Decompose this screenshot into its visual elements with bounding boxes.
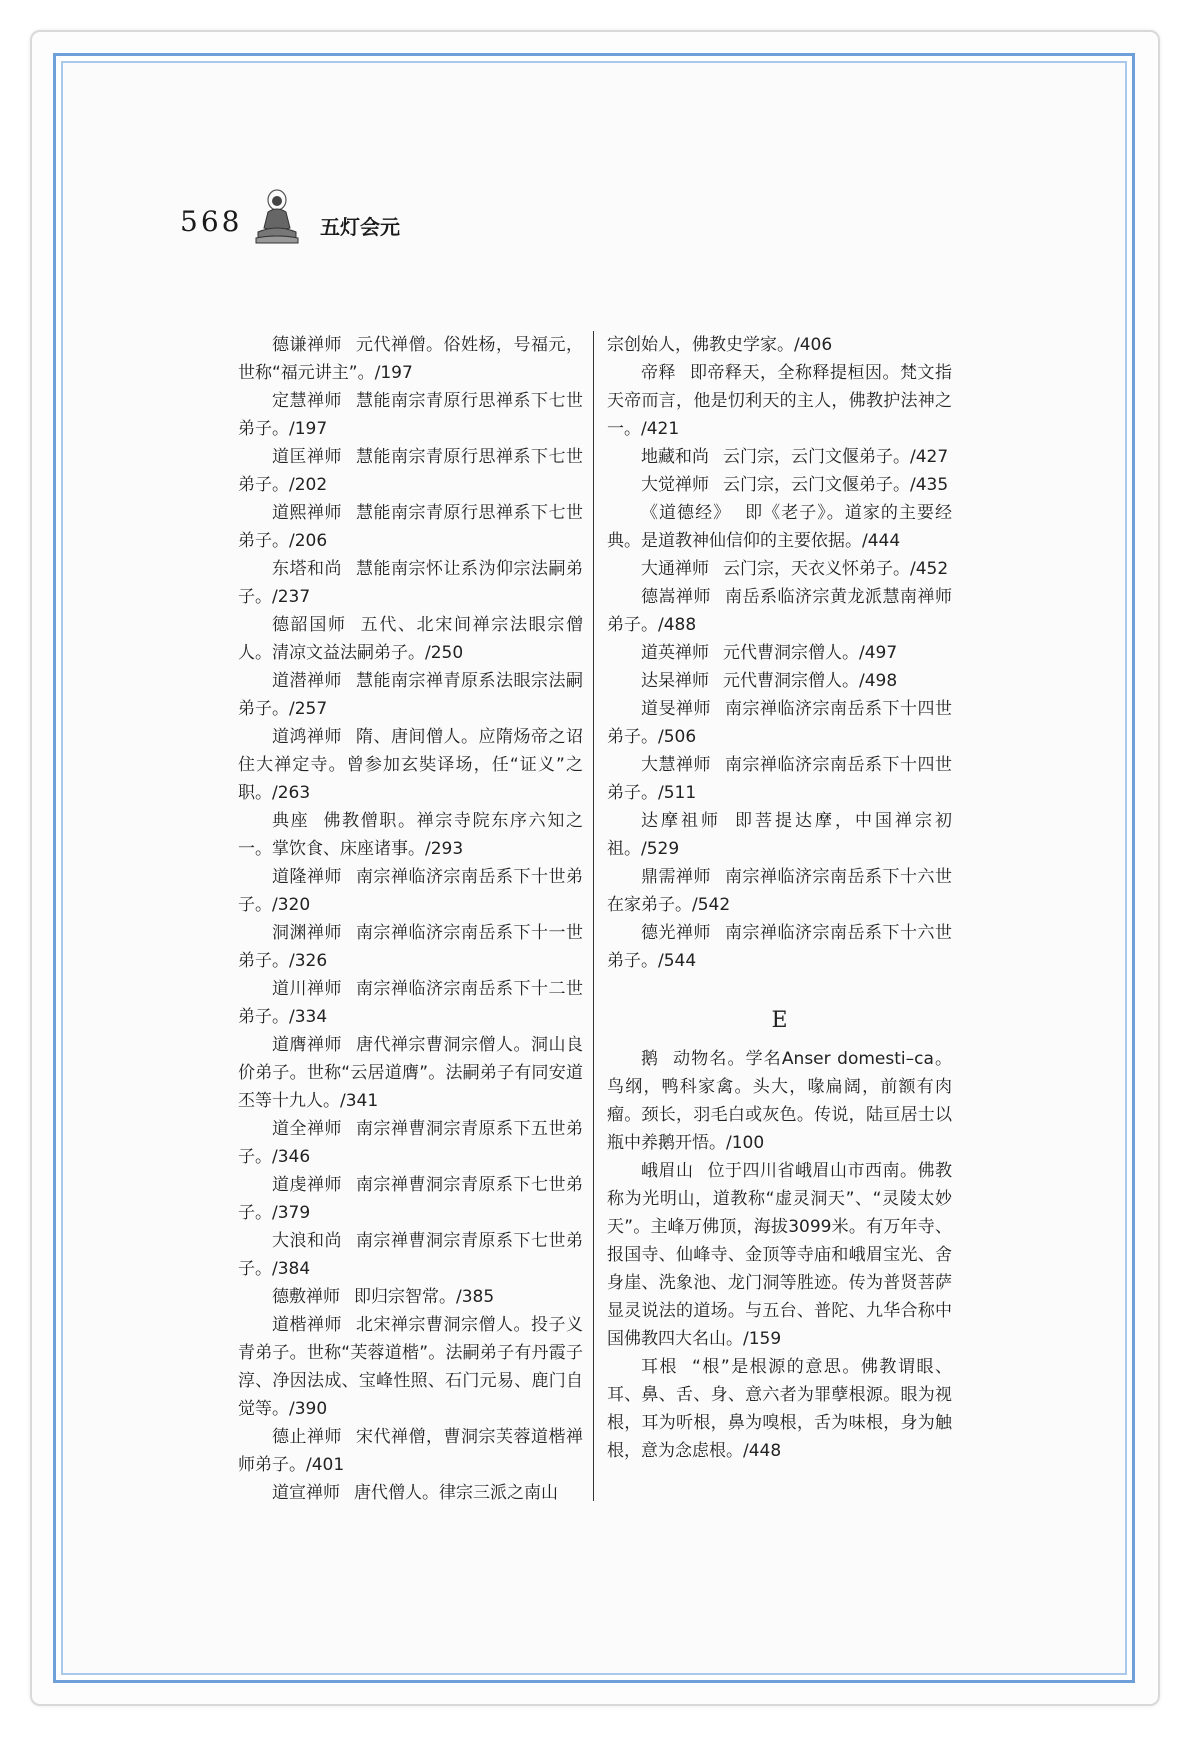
entry-term: 大慧禅师 bbox=[641, 755, 711, 775]
entry-term: 德谦禅师 bbox=[272, 335, 342, 355]
entry-definition: 即《老子》。道家的主要经典。是道教神仙信仰的主要依据。/444 bbox=[607, 503, 952, 551]
entry-term: 道楷禅师 bbox=[272, 1315, 342, 1335]
glossary-entry bbox=[607, 919, 952, 975]
entry-term: 洞渊禅师 bbox=[272, 923, 342, 943]
glossary-entry bbox=[607, 695, 952, 751]
page-border bbox=[53, 53, 1135, 1683]
entry-definition: 南宗禅临济宗南岳系下十六世在家弟子。/542 bbox=[607, 867, 952, 915]
entry-term: 鼎需禅师 bbox=[641, 867, 711, 887]
buddha-icon bbox=[252, 188, 302, 246]
glossary-entry bbox=[607, 1353, 952, 1465]
entry-definition: 宋代禅僧，曹洞宗芙蓉道楷禅师弟子。/401 bbox=[238, 1427, 583, 1475]
entry-term: 大浪和尚 bbox=[272, 1231, 342, 1251]
entry-definition: 慧能南宗怀让系沩仰宗法嗣弟子。/237 bbox=[238, 559, 583, 607]
entry-definition: 元代禅僧。俗姓杨，号福元，世称“福元讲主”。/197 bbox=[238, 335, 583, 383]
glossary-entry bbox=[238, 1171, 583, 1227]
left-column bbox=[238, 331, 583, 1507]
entry-term: 道虔禅师 bbox=[272, 1175, 342, 1195]
entry-definition: 南岳系临济宗黄龙派慧南禅师弟子。/488 bbox=[607, 587, 952, 635]
entry-definition: 北宋禅宗曹洞宗僧人。投子义青弟子。世称“芙蓉道楷”。法嗣弟子有丹霞子淳、净因法成、宝峰性照、石门元易、鹿门自觉等。/390 bbox=[238, 1315, 583, 1419]
entry-definition: 云门宗，云门文偃弟子。/427 bbox=[723, 447, 949, 467]
glossary-entry bbox=[607, 359, 952, 443]
entry-definition: 南宗禅临济宗南岳系下十一世弟子。/326 bbox=[238, 923, 583, 971]
entry-definition: 南宗禅曹洞宗青原系下五世弟子。/346 bbox=[238, 1119, 583, 1167]
entry-definition: 佛教僧职。禅宗寺院东序六知之一。掌饮食、床座诸事。/293 bbox=[238, 811, 584, 859]
entry-definition: 云门宗，云门文偃弟子。/435 bbox=[723, 475, 949, 495]
entry-term: 德敷禅师 bbox=[272, 1287, 340, 1307]
entry-term: 德止禅师 bbox=[272, 1427, 342, 1447]
entry-term: 道宣禅师 bbox=[272, 1483, 340, 1503]
entry-term: 德光禅师 bbox=[641, 923, 711, 943]
glossary-entry bbox=[607, 807, 952, 863]
book-title: 五灯会元 bbox=[320, 215, 400, 239]
entry-definition: 元代曹洞宗僧人。/498 bbox=[723, 671, 898, 691]
entry-definition: 动物名。学名Anser domesti–ca。鸟纲，鸭科家禽。头大，喙扁阔，前额有肉瘤。颈长，羽毛白或灰色。传说，陆亘居士以瓶中养鹅开悟。/100 bbox=[607, 1049, 953, 1153]
glossary-entry bbox=[607, 499, 952, 555]
glossary-entry bbox=[238, 331, 583, 387]
entry-definition: 南宗禅曹洞宗青原系下七世弟子。/384 bbox=[238, 1231, 583, 1279]
glossary-entry bbox=[238, 443, 583, 499]
entry-definition: 慧能南宗禅青原系法眼宗法嗣弟子。/257 bbox=[238, 671, 583, 719]
glossary-entry bbox=[238, 807, 583, 863]
entry-definition: 隋、唐间僧人。应隋炀帝之诏住大禅定寺。曾参加玄奘译场，任“证义”之职。/263 bbox=[238, 727, 583, 803]
glossary-entry bbox=[238, 975, 583, 1031]
page-number: 568 bbox=[180, 205, 243, 238]
entry-term: 道潜禅师 bbox=[272, 671, 342, 691]
glossary-entry bbox=[238, 555, 583, 611]
glossary-entry bbox=[607, 583, 952, 639]
glossary-entry bbox=[238, 667, 583, 723]
entry-definition: 元代曹洞宗僧人。/497 bbox=[723, 643, 898, 663]
entry-term: 帝释 bbox=[641, 363, 676, 383]
glossary-entry bbox=[607, 751, 952, 807]
entry-definition: 即菩提达摩，中国禅宗初祖。/529 bbox=[607, 811, 952, 859]
glossary-entry bbox=[238, 1311, 583, 1423]
glossary-entry bbox=[238, 1227, 583, 1283]
entry-term: 道匡禅师 bbox=[272, 447, 342, 467]
entry-definition: 唐代僧人。律宗三派之南山 bbox=[354, 1483, 558, 1503]
entry-definition: 即归宗智常。/385 bbox=[354, 1287, 495, 1307]
entry-definition: 慧能南宗青原行思禅系下七世弟子。/202 bbox=[238, 447, 583, 495]
entry-definition: 南宗禅临济宗南岳系下十四世弟子。/506 bbox=[607, 699, 952, 747]
entry-term: 《道德经》 bbox=[641, 503, 732, 523]
glossary-entry bbox=[238, 723, 583, 807]
glossary-entry bbox=[238, 611, 583, 667]
entry-definition: 云门宗，天衣义怀弟子。/452 bbox=[723, 559, 949, 579]
entry-definition: 南宗禅临济宗南岳系下十四世弟子。/511 bbox=[607, 755, 952, 803]
entry-term: 道膺禅师 bbox=[272, 1035, 342, 1055]
glossary-entry bbox=[607, 471, 952, 499]
glossary-entry bbox=[238, 499, 583, 555]
entry-definition: 即帝释天，全称释提桓因。梵文指天帝而言，他是忉利天的主人，佛教护法神之一。/421 bbox=[607, 363, 952, 439]
glossary-entry bbox=[238, 1283, 583, 1311]
entry-term: 大觉禅师 bbox=[641, 475, 709, 495]
column-divider bbox=[593, 331, 594, 1501]
entry-term: 道英禅师 bbox=[641, 643, 709, 663]
entry-term: 道隆禅师 bbox=[272, 867, 342, 887]
entry-definition: 慧能南宗青原行思禅系下七世弟子。/206 bbox=[238, 503, 583, 551]
entry-definition: 南宗禅临济宗南岳系下十六世弟子。/544 bbox=[607, 923, 952, 971]
entry-term: 峨眉山 bbox=[641, 1161, 694, 1181]
entry-definition: 南宗禅曹洞宗青原系下七世弟子。/379 bbox=[238, 1175, 583, 1223]
entry-term: 道川禅师 bbox=[272, 979, 342, 999]
entry-definition: 位于四川省峨眉山市西南。佛教称为光明山，道教称“虚灵洞天”、“灵陵太妙天”。主峰万佛顶，海拔3099米。有万年寺、报国寺、仙峰寺、金顶等寺庙和峨眉宝光、舍身崖、洗象池、龙门洞等胜迹。传为普贤菩萨显灵说法的道场。与五台、普陀、九华合称中国佛教四大名山。/159 bbox=[607, 1161, 952, 1349]
entry-term: 鹅 bbox=[641, 1049, 660, 1069]
entry-term: 东塔和尚 bbox=[272, 559, 342, 579]
entry-term: 道全禅师 bbox=[272, 1119, 342, 1139]
glossary-entry bbox=[238, 1423, 583, 1479]
continuation-text: 宗创始人，佛教史学家。/406 bbox=[607, 335, 833, 355]
entry-term: 定慧禅师 bbox=[272, 391, 342, 411]
entry-definition: “根”是根源的意思。佛教谓眼、耳、鼻、舌、身、意六者为罪孽根源。眼为视根，耳为听根，鼻为嗅根，舌为味根，身为触根，意为念虑根。/448 bbox=[607, 1357, 952, 1461]
glossary-entry bbox=[607, 555, 952, 583]
glossary-entry bbox=[607, 667, 952, 695]
entry-definition: 唐代禅宗曹洞宗僧人。洞山良价弟子。世称“云居道膺”。法嗣弟子有同安道丕等十九人。/341 bbox=[238, 1035, 583, 1111]
glossary-entry bbox=[607, 863, 952, 919]
glossary-entry bbox=[607, 1045, 952, 1157]
entry-term: 道鸿禅师 bbox=[272, 727, 342, 747]
glossary-entry bbox=[607, 1157, 952, 1353]
entry-term: 道熙禅师 bbox=[272, 503, 342, 523]
entry-term: 典座 bbox=[272, 811, 310, 831]
entry-definition: 南宗禅临济宗南岳系下十世弟子。/320 bbox=[238, 867, 583, 915]
glossary-entry bbox=[238, 1031, 583, 1115]
entry-term: 德韶国师 bbox=[272, 615, 347, 635]
glossary-entry bbox=[238, 1115, 583, 1171]
glossary-entry bbox=[607, 443, 952, 471]
entry-term: 道旻禅师 bbox=[641, 699, 711, 719]
glossary-entry bbox=[607, 639, 952, 667]
entry-term: 耳根 bbox=[641, 1357, 679, 1377]
entry-term: 地藏和尚 bbox=[641, 447, 709, 467]
entry-term: 大通禅师 bbox=[641, 559, 709, 579]
entry-definition: 慧能南宗青原行思禅系下七世弟子。/197 bbox=[238, 391, 583, 439]
entry-definition: 五代、北宋间禅宗法眼宗僧人。清凉文益法嗣弟子。/250 bbox=[238, 615, 584, 663]
section-heading-e: E bbox=[771, 1008, 788, 1033]
entry-term: 达杲禅师 bbox=[641, 671, 709, 691]
glossary-entry bbox=[238, 1479, 583, 1507]
glossary-entry bbox=[238, 863, 583, 919]
entry-term: 德嵩禅师 bbox=[641, 587, 711, 607]
glossary-entry bbox=[238, 919, 583, 975]
glossary-entry bbox=[238, 387, 583, 443]
entry-definition: 南宗禅临济宗南岳系下十二世弟子。/334 bbox=[238, 979, 583, 1027]
entry-term: 达摩祖师 bbox=[641, 811, 721, 831]
right-column bbox=[607, 331, 952, 1465]
